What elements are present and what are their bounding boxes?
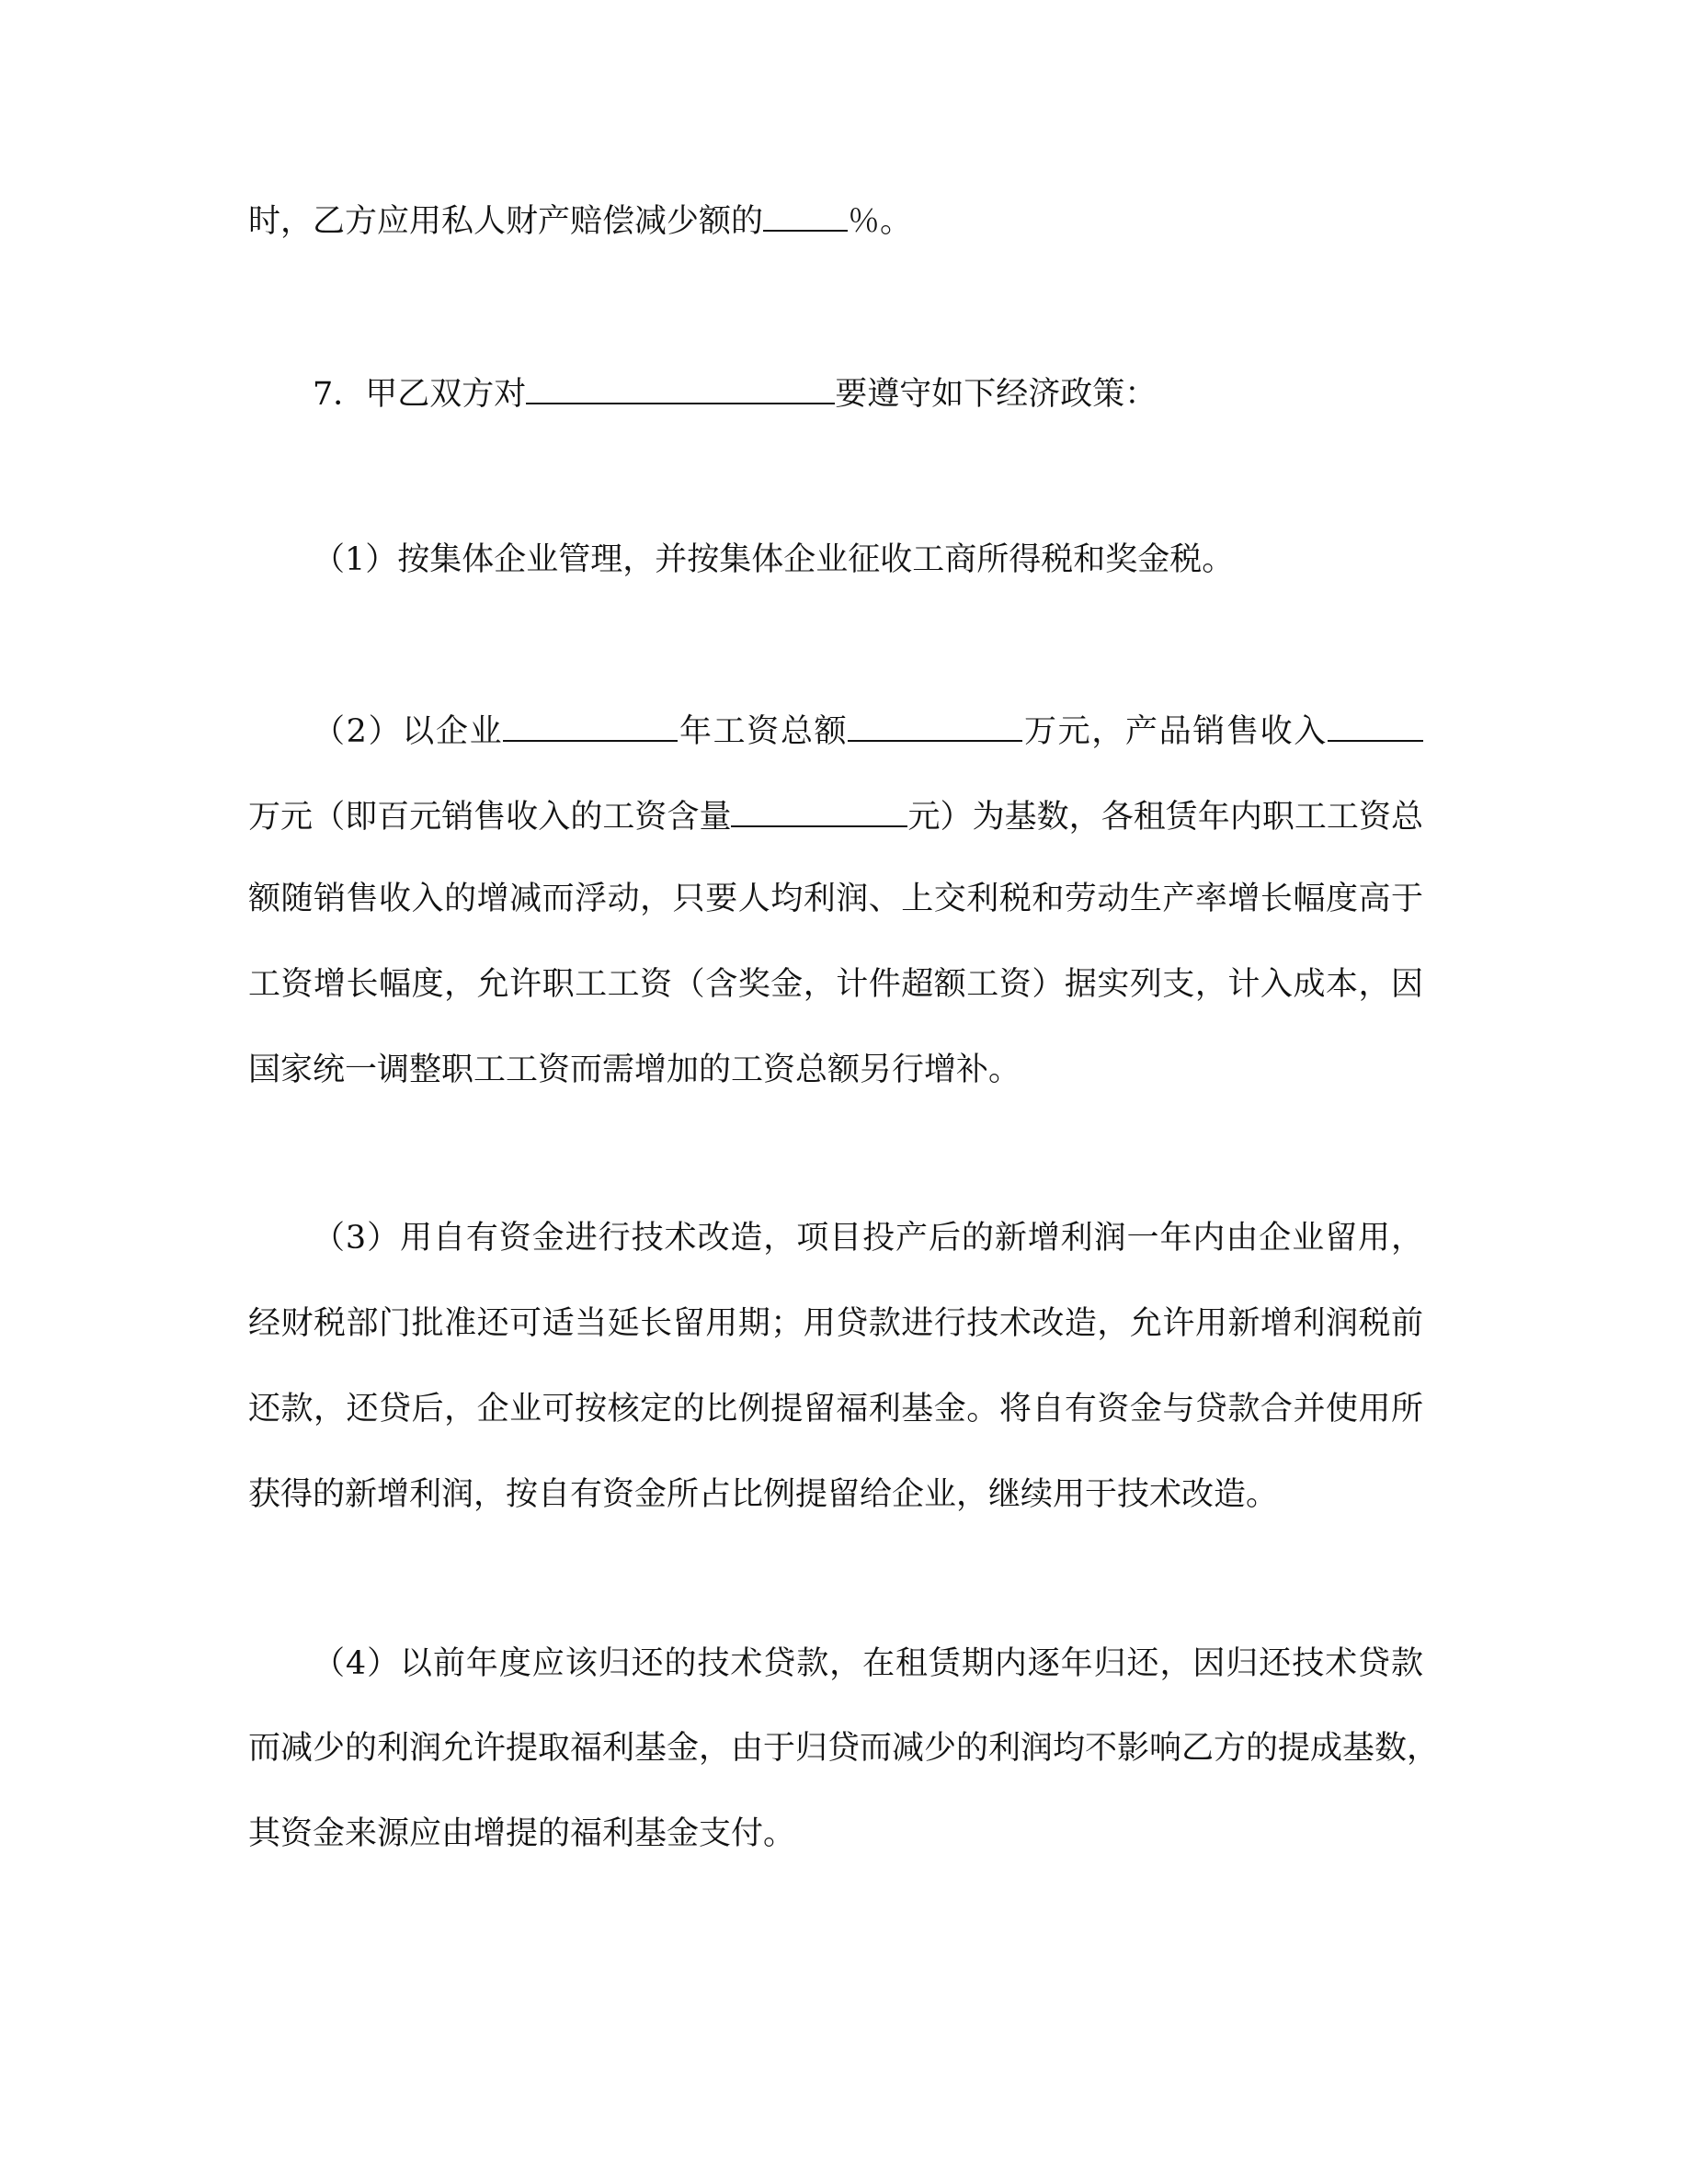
- paragraph-2-line-5: 国家统一调整职工工资而需增加的工资总额另行增补。: [248, 1052, 1021, 1088]
- text: 时，乙方应用私人财产赔偿减少额的: [248, 203, 764, 240]
- percent-blank: [763, 197, 848, 232]
- text: 元）为基数，各租赁年内职工工资总: [907, 799, 1423, 836]
- wage-total-blank: [848, 707, 1022, 742]
- wage-content-blank: [731, 792, 907, 827]
- text: 万元，产品销售收入: [1022, 713, 1328, 750]
- paragraph-2-line-2: [248, 792, 1423, 835]
- paragraph-2-line-4: 工资增长幅度，允许职工工资（含奖金，计件超额工资）据实列支，计入成本，因: [248, 966, 1423, 1003]
- sales-revenue-blank: [1328, 707, 1423, 742]
- paragraph-3-line-3: 还款，还贷后，企业可按核定的比例提留福利基金。将自有资金与贷款合并使用所: [248, 1391, 1423, 1428]
- subject-blank: [526, 370, 835, 404]
- text: （2）以企业: [313, 713, 504, 750]
- paragraph-3-line-2: 经财税部门批准还可适当延长留用期；用贷款进行技术改造，允许用新增利润税前: [248, 1305, 1423, 1342]
- year-blank: [503, 707, 678, 742]
- paragraph-2-line-1: [313, 707, 1423, 749]
- text: 年工资总额: [678, 713, 849, 750]
- carryover-line: [248, 197, 1423, 239]
- paragraph-3-line-1: （3）用自有资金进行技术改造，项目投产后的新增利润一年内由企业留用，: [313, 1220, 1423, 1257]
- paragraph-3-line-4: 获得的新增利润，按自有资金所占比例提留给企业，继续用于技术改造。: [248, 1476, 1279, 1513]
- paragraph-1: （1）按集体企业管理，并按集体企业征收工商所得税和奖金税。: [313, 541, 1235, 578]
- paragraph-4-line-2: 而减少的利润允许提取福利基金，由于归贷而减少的利润均不影响乙方的提成基数，: [248, 1730, 1440, 1767]
- text: 万元（即百元销售收入的工资含量: [248, 799, 732, 836]
- paragraph-2-line-3: 额随销售收入的增减而浮动，只要人均利润、上交利税和劳动生产率增长幅度高于: [248, 881, 1423, 917]
- item-7-heading: [313, 370, 1423, 412]
- text: 要遵守如下经济政策：: [835, 376, 1158, 413]
- paragraph-4-line-3: 其资金来源应由增提的福利基金支付。: [248, 1815, 796, 1852]
- paragraph-4-line-1: （4）以前年度应该归还的技术贷款，在租赁期内逐年归还，因归还技术贷款: [313, 1645, 1423, 1682]
- text: 7．甲乙双方对: [313, 376, 527, 413]
- text: ％。: [848, 203, 913, 240]
